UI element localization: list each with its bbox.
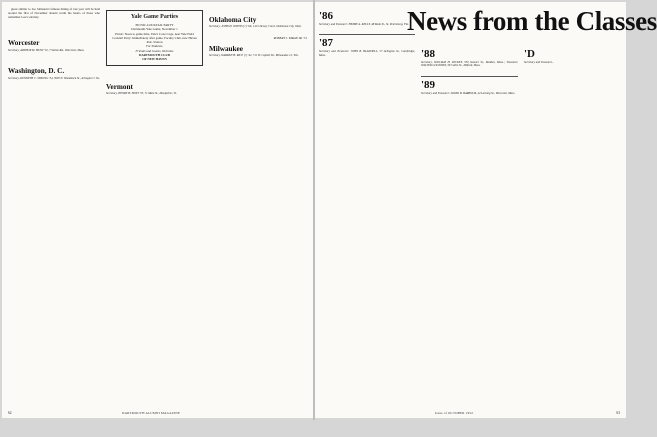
yale-game-box (106, 10, 203, 66)
class-secretary: Secretary and Treasurer: DAVID B. BARBOUR, 44 Lansing St., Worcester, Mass. (421, 90, 516, 95)
left-page (2, 2, 313, 418)
section-heading: Worcester (8, 39, 40, 48)
class-year-heading: '89 (421, 78, 436, 91)
body-text (524, 42, 620, 46)
body-text (209, 31, 307, 35)
class-year-heading: '87 (319, 37, 334, 50)
section-secretary: Secretary, KENNETH C. STRONG '34, 3903 N. Woodstock St., Arlington 7, Va. (8, 75, 100, 80)
class-secretary: Secretary, WILLIAM H. DICKEY, 539 Sumner St., Malden, Mass.; Treasurer, WALTER GOODWIN, 58 Catlin St., Milford, Mass. (421, 59, 518, 68)
body-text (421, 42, 518, 46)
body-text (8, 21, 100, 25)
box-line: Cocktail Party: Immediately after game, Faculty Club, new Haven (112, 35, 197, 40)
divider (421, 76, 518, 77)
right-page (315, 2, 657, 418)
box-line: DARTMOUTH CLUB (139, 53, 170, 58)
box-line: OF NEW HAVEN (142, 57, 167, 62)
box-title: Yale Game Parties (130, 14, 179, 20)
body-text (319, 29, 415, 33)
body-text (421, 70, 518, 74)
left-column-3 (209, 8, 307, 403)
right-column-1 (319, 8, 415, 403)
section-secretary: Secretary, HENRY H. HOYT '35, 71 Main St., Montpelier, Vt. (106, 91, 177, 96)
class-year-heading: '86 (319, 10, 334, 22)
body-text (8, 31, 100, 35)
section-heading: Milwaukee (209, 44, 243, 53)
divider (319, 34, 415, 35)
body-text (8, 26, 100, 30)
page-footer: Issue of OCTOBER 1952 (435, 411, 474, 415)
class-secretary: Secretary and Treasurer: HENRY A. KELLY, 48 Main St., St. Petersburg, Fla. (319, 22, 409, 26)
class-year-heading: 'D (524, 47, 535, 60)
box-line: Picnic: Noon to game time, Yale's Coxe Cage, near Yale Field (115, 31, 194, 36)
body-text (209, 8, 307, 12)
left-column-2 (106, 8, 203, 403)
page-number: 63 (616, 411, 620, 415)
section-secretary: Secretary, ARTHUR M. HUNT '32, 7 Sutton Rd., Worcester, Mass. (8, 47, 85, 52)
section-heading: Oklahoma City (209, 15, 257, 24)
right-column-2 (421, 42, 518, 437)
section-heading: Washington, D. C. (8, 67, 65, 76)
class-secretary: Secretary and Treasurer... (524, 59, 554, 64)
page-footer: DARTMOUTH ALUMNI MAGAZINE (122, 411, 181, 415)
box-line: PICNIC-COCKTAIL PARTY (135, 23, 174, 27)
section-secretary: Secretary, WARREN H. RICE (?) '42, 711 W. Capitol Dr., Milwaukee 12, Wis. (209, 53, 299, 58)
body-text (106, 75, 203, 79)
box-line: Dartmouth-Yale Game, November 1 (131, 27, 178, 32)
body-text (8, 54, 100, 58)
signature: ROBERT J. KIRAN JR. '31 (273, 35, 307, 40)
right-column-3 (524, 42, 620, 437)
box-line: R.K. Station (146, 40, 163, 45)
body-text (8, 59, 100, 63)
section-secretary: Secretary, JOHN H. OWENS (?) 'XX, 1415 Dewey Court, Oklahoma City, Okla. (209, 24, 302, 29)
intro-text: guest similar to Joe Johnston's famous dining of last year will be held around the first of November should warm the hearts of those who remember Leo's sobriety. (8, 7, 100, 19)
section-banner: News from the Classes (407, 6, 657, 36)
body-text (106, 70, 203, 74)
page-number: 62 (8, 411, 12, 415)
left-column-1 (8, 8, 100, 403)
class-secretary: Secretary and Treasurer: JOHN B. BLANDELL, 57 Arlington St., Cambridge, Mass. (319, 49, 415, 57)
box-line: Friends and Guests, Welcome (135, 48, 174, 53)
section-heading: Vermont (106, 82, 133, 91)
box-line: For Students, (145, 44, 164, 49)
class-year-heading: '88 (421, 47, 436, 60)
